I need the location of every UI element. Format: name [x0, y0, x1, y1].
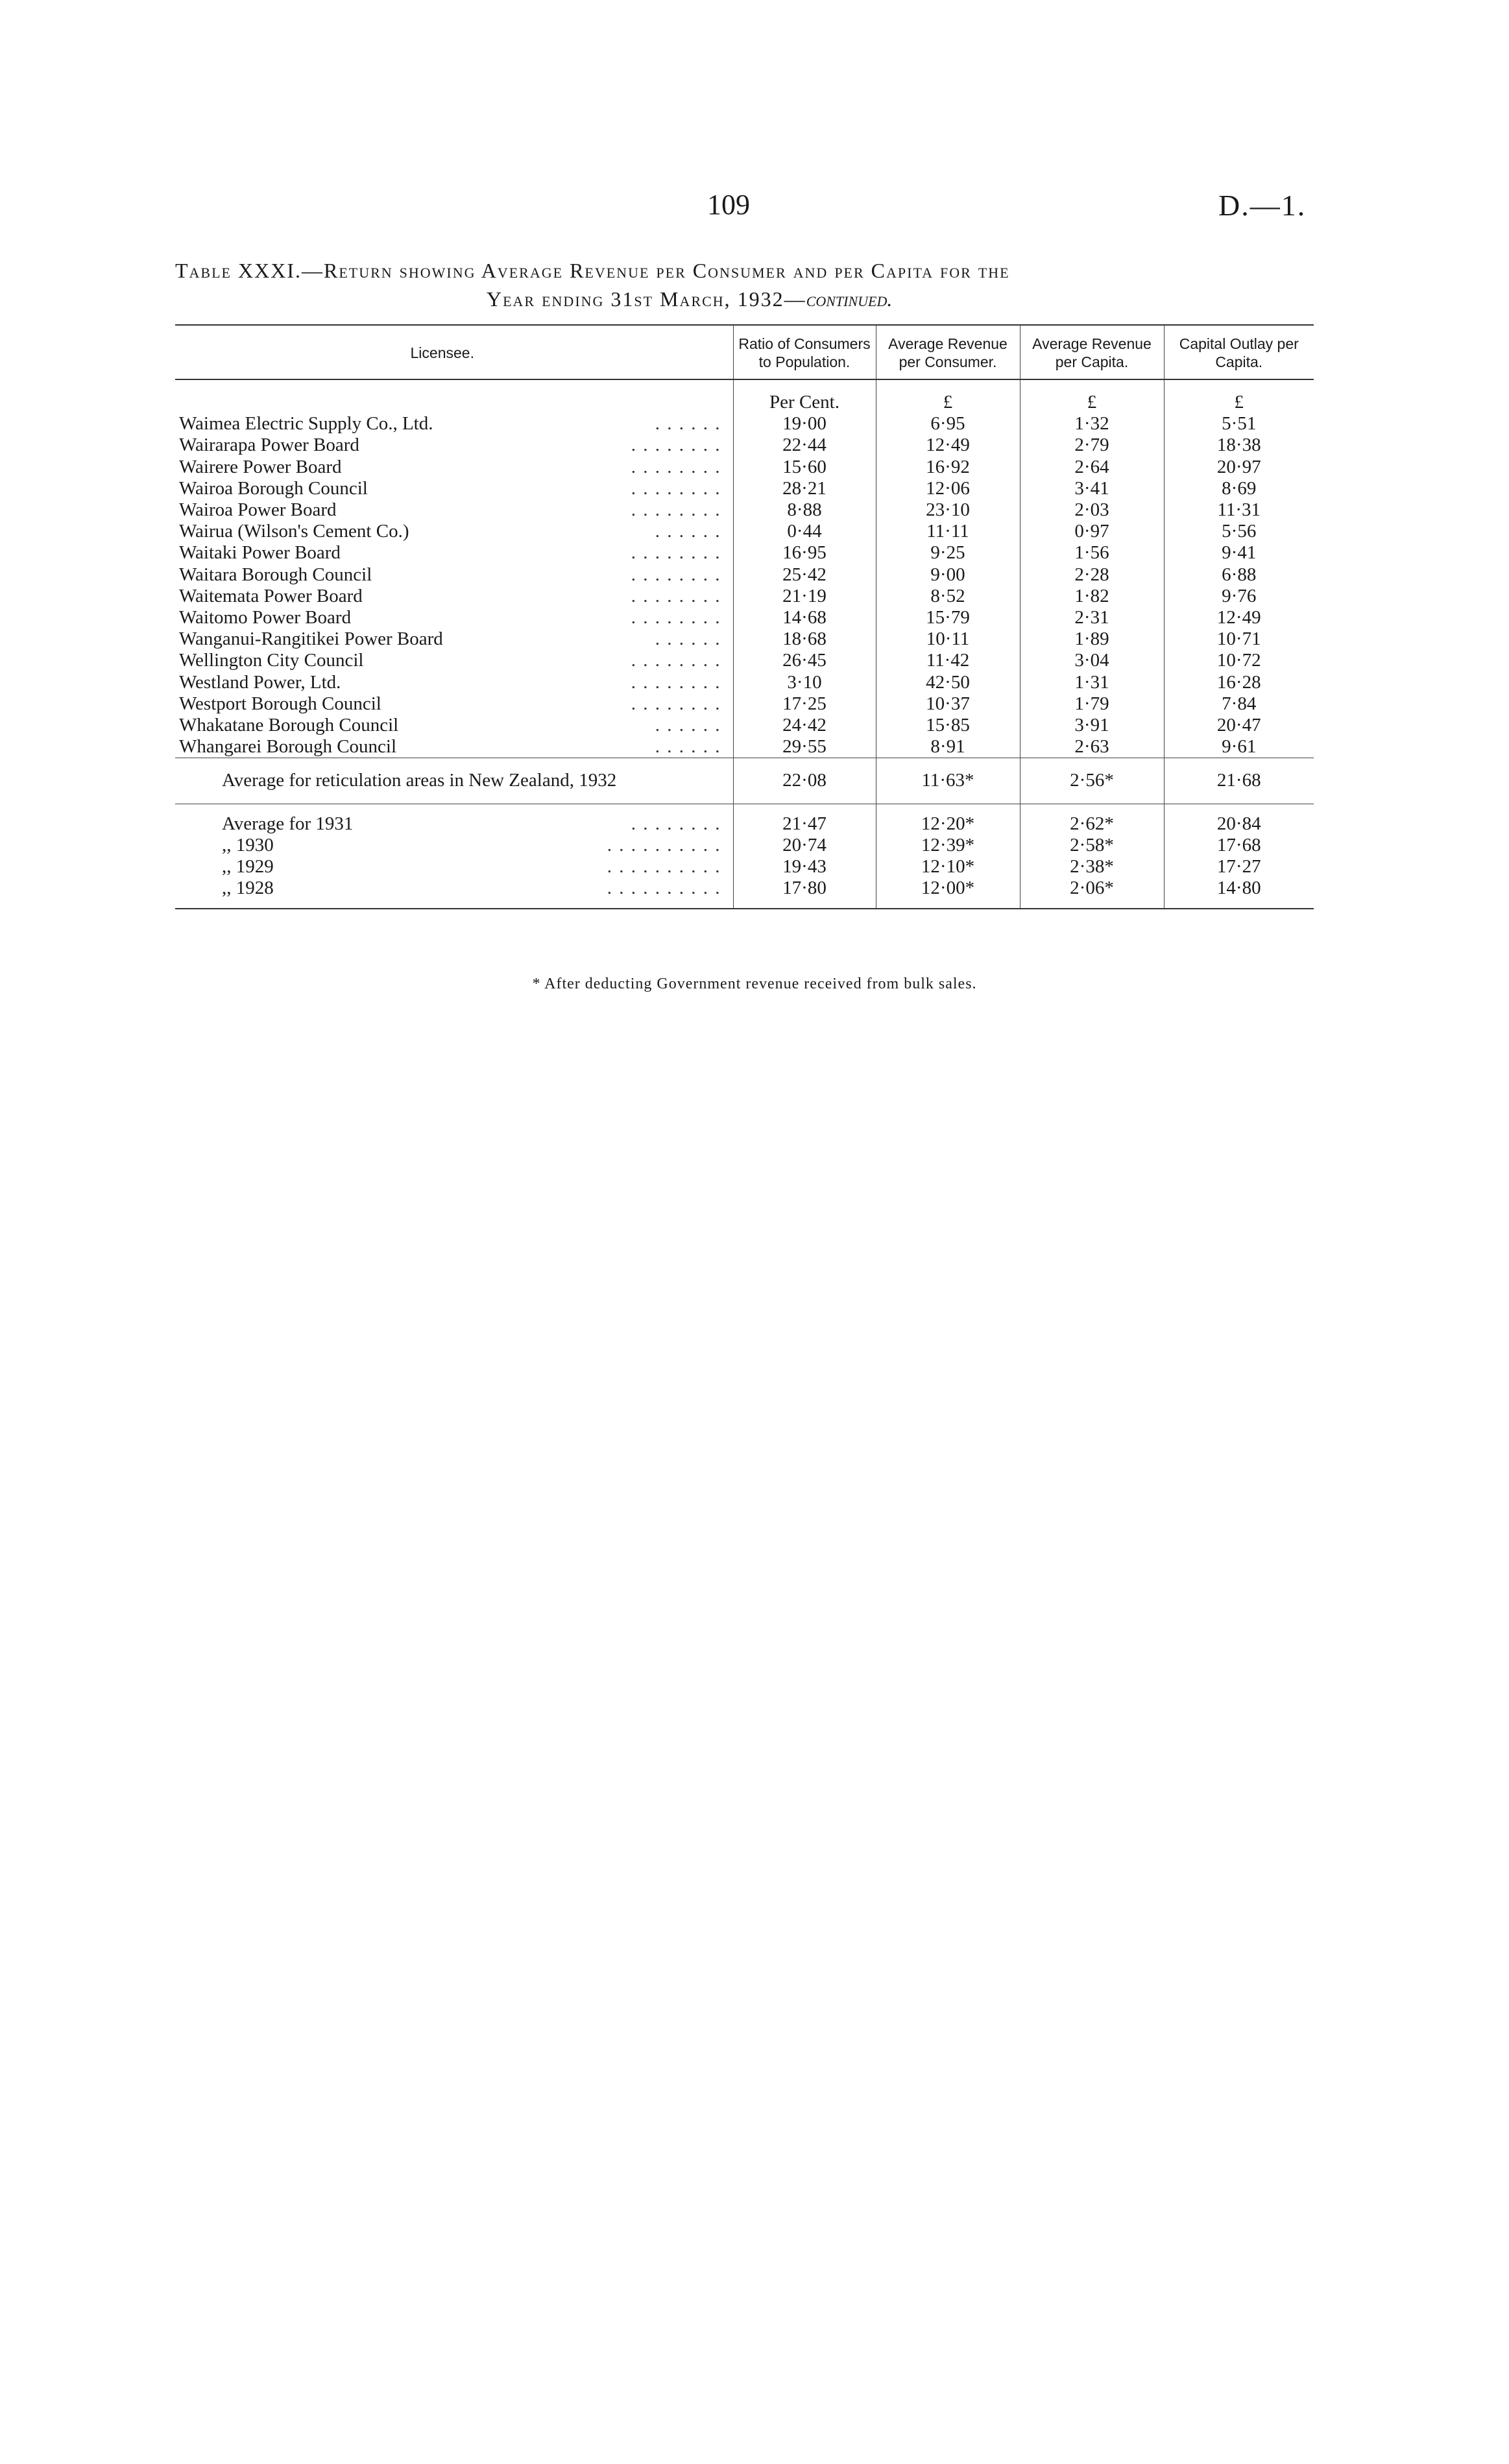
ratio-cell: 20·74	[733, 835, 876, 856]
row-label: Average for reticulation areas in New Zealand, 1932	[222, 770, 617, 791]
unit-ratio: Per Cent.	[733, 379, 876, 413]
title-line-2-text: Year ending 31st March, 1932—	[487, 287, 806, 311]
table-row	[175, 693, 1314, 715]
outlay-cell: 21·68	[1164, 758, 1314, 804]
licensee-cell	[175, 521, 733, 542]
rev-consumer-cell: 23·10	[876, 499, 1020, 521]
row-label: Westland Power, Ltd.	[179, 671, 341, 693]
ratio-cell: 16·95	[733, 542, 876, 564]
table-row	[175, 413, 1314, 435]
licensee-cell	[175, 693, 733, 715]
ratio-cell: 0·44	[733, 521, 876, 542]
table-row	[175, 804, 1314, 835]
row-label: Westport Borough Council	[179, 693, 381, 714]
rev-consumer-cell: 11·63*	[876, 758, 1020, 804]
licensee-cell	[175, 586, 733, 607]
ratio-cell: 19·43	[733, 856, 876, 878]
table-row	[175, 586, 1314, 607]
table-row	[175, 521, 1314, 542]
table-row	[175, 672, 1314, 693]
licensee-cell	[175, 607, 733, 628]
header-revenue-per-capita: Average Revenue per Capita.	[1020, 325, 1164, 379]
leader-dots: . . . . . . . .	[631, 607, 721, 628]
ratio-cell: 22·08	[733, 758, 876, 804]
licensee-cell	[175, 804, 733, 835]
outlay-cell: 16·28	[1164, 672, 1314, 693]
rev-consumer-cell: 6·95	[876, 413, 1020, 435]
rev-capita-cell: 2·06*	[1020, 878, 1164, 909]
licensee-cell	[175, 715, 733, 736]
table-row	[175, 715, 1314, 736]
leader-dots: . . . . . . . .	[631, 650, 721, 671]
table-row	[175, 542, 1314, 564]
unit-rev-capita: £	[1020, 379, 1164, 413]
rev-consumer-cell: 10·37	[876, 693, 1020, 715]
rev-capita-cell: 2·64	[1020, 457, 1164, 478]
rev-capita-cell: 1·79	[1020, 693, 1164, 715]
licensee-cell	[175, 478, 733, 499]
table-row	[175, 856, 1314, 878]
rev-consumer-cell: 12·10*	[876, 856, 1020, 878]
ratio-cell: 17·25	[733, 693, 876, 715]
outlay-cell: 17·68	[1164, 835, 1314, 856]
table-header-row	[175, 325, 1314, 379]
leader-dots: . . . . . . . .	[631, 693, 721, 714]
ratio-cell: 19·00	[733, 413, 876, 435]
rev-capita-cell: 2·62*	[1020, 804, 1164, 835]
ratio-cell: 24·42	[733, 715, 876, 736]
licensee-cell	[175, 856, 733, 878]
rev-consumer-cell: 12·39*	[876, 835, 1020, 856]
rev-capita-cell: 1·89	[1020, 628, 1164, 650]
row-label: Wanganui-Rangitikei Power Board	[179, 628, 443, 650]
outlay-cell: 10·71	[1164, 628, 1314, 650]
rev-capita-cell: 2·03	[1020, 499, 1164, 521]
table-row	[175, 758, 1314, 804]
rev-consumer-cell: 12·20*	[876, 804, 1020, 835]
licensee-cell	[175, 878, 733, 909]
row-label: ,, 1929	[222, 856, 274, 878]
outlay-cell: 17·27	[1164, 856, 1314, 878]
licensee-cell	[175, 672, 733, 693]
rev-capita-cell: 1·31	[1020, 672, 1164, 693]
row-label: Waimea Electric Supply Co., Ltd.	[179, 413, 433, 435]
rev-consumer-cell: 42·50	[876, 672, 1020, 693]
leader-dots: . . . . . . . . . .	[607, 834, 721, 855]
ratio-cell: 17·80	[733, 878, 876, 909]
rev-capita-cell: 2·58*	[1020, 835, 1164, 856]
licensee-cell	[175, 628, 733, 650]
ratio-cell: 22·44	[733, 435, 876, 456]
outlay-cell: 5·51	[1164, 413, 1314, 435]
leader-dots: . . . . . .	[655, 715, 721, 736]
row-label: Wairoa Power Board	[179, 499, 337, 521]
row-label: Wairoa Borough Council	[179, 477, 368, 499]
leader-dots: . . . . . . . . . .	[607, 878, 721, 899]
row-label: Waitara Borough Council	[179, 564, 372, 585]
table-row	[175, 628, 1314, 650]
rev-consumer-cell: 11·42	[876, 650, 1020, 671]
licensee-cell	[175, 835, 733, 856]
ratio-cell: 3·10	[733, 672, 876, 693]
outlay-cell: 20·97	[1164, 457, 1314, 478]
leader-dots: . . . . . .	[655, 628, 721, 650]
page-number: 109	[707, 189, 750, 221]
outlay-cell: 9·61	[1164, 736, 1314, 758]
ratio-cell: 8·88	[733, 499, 876, 521]
table-title	[175, 256, 1310, 313]
licensee-cell	[175, 413, 733, 435]
row-label: Whakatane Borough Council	[179, 715, 399, 736]
outlay-cell: 20·47	[1164, 715, 1314, 736]
row-label: Wairere Power Board	[179, 456, 342, 477]
row-label: Waitomo Power Board	[179, 607, 352, 628]
unit-outlay: £	[1164, 379, 1314, 413]
header-licensee: Licensee.	[175, 325, 733, 379]
rev-consumer-cell: 9·00	[876, 564, 1020, 586]
outlay-cell: 7·84	[1164, 693, 1314, 715]
table-row	[175, 564, 1314, 586]
rev-consumer-cell: 8·52	[876, 586, 1020, 607]
leader-dots: . . . . . .	[655, 413, 721, 435]
licensee-cell	[175, 457, 733, 478]
table-row	[175, 435, 1314, 456]
header-capital-outlay: Capital Outlay per Capita.	[1164, 325, 1314, 379]
outlay-cell: 5·56	[1164, 521, 1314, 542]
outlay-cell: 10·72	[1164, 650, 1314, 671]
licensee-cell	[175, 435, 733, 456]
outlay-cell: 12·49	[1164, 607, 1314, 628]
row-label: Average for 1931	[222, 813, 354, 834]
unit-rev-consumer: £	[876, 379, 1020, 413]
rev-consumer-cell: 15·85	[876, 715, 1020, 736]
leader-dots: . . . . . . . .	[631, 477, 721, 499]
table-row	[175, 499, 1314, 521]
ratio-cell: 25·42	[733, 564, 876, 586]
rev-consumer-cell: 9·25	[876, 542, 1020, 564]
table-row	[175, 736, 1314, 758]
rev-capita-cell: 3·41	[1020, 478, 1164, 499]
rev-consumer-cell: 8·91	[876, 736, 1020, 758]
rev-consumer-cell: 12·00*	[876, 878, 1020, 909]
rev-consumer-cell: 12·06	[876, 478, 1020, 499]
rev-capita-cell: 1·82	[1020, 586, 1164, 607]
table-row	[175, 835, 1314, 856]
rev-capita-cell: 0·97	[1020, 521, 1164, 542]
rev-capita-cell: 2·79	[1020, 435, 1164, 456]
header-ratio: Ratio of Consumers to Population.	[733, 325, 876, 379]
ratio-cell: 21·47	[733, 804, 876, 835]
licensee-cell	[175, 758, 733, 804]
revenue-table	[175, 324, 1314, 909]
leader-dots: . . . . . . . .	[631, 813, 721, 834]
row-label: Wairarapa Power Board	[179, 435, 359, 456]
outlay-cell: 9·76	[1164, 586, 1314, 607]
leader-dots: . . . . . . . .	[631, 499, 721, 521]
rev-capita-cell: 2·63	[1020, 736, 1164, 758]
rev-capita-cell: 2·38*	[1020, 856, 1164, 878]
ratio-cell: 29·55	[733, 736, 876, 758]
ratio-cell: 18·68	[733, 628, 876, 650]
table-row	[175, 457, 1314, 478]
footnote: * After deducting Government revenue received from bulk sales.	[532, 975, 977, 992]
units-row	[175, 379, 1314, 413]
title-continued: continued.	[806, 287, 893, 311]
rev-capita-cell: 2·56*	[1020, 758, 1164, 804]
outlay-cell: 9·41	[1164, 542, 1314, 564]
ratio-cell: 28·21	[733, 478, 876, 499]
ratio-cell: 15·60	[733, 457, 876, 478]
leader-dots: . . . . . . . .	[631, 542, 721, 564]
table-row	[175, 607, 1314, 628]
leader-dots: . . . . . .	[655, 521, 721, 542]
row-label: ,, 1928	[222, 878, 274, 899]
header-revenue-per-consumer: Average Revenue per Consumer.	[876, 325, 1020, 379]
licensee-cell	[175, 542, 733, 564]
rev-consumer-cell: 16·92	[876, 457, 1020, 478]
leader-dots: . . . . . . . .	[631, 435, 721, 456]
ratio-cell: 26·45	[733, 650, 876, 671]
rev-capita-cell: 3·04	[1020, 650, 1164, 671]
outlay-cell: 6·88	[1164, 564, 1314, 586]
rev-capita-cell: 1·32	[1020, 413, 1164, 435]
row-label: Wairua (Wilson's Cement Co.)	[179, 521, 409, 542]
licensee-cell	[175, 499, 733, 521]
outlay-cell: 8·69	[1164, 478, 1314, 499]
licensee-cell	[175, 736, 733, 758]
row-label: Waitemata Power Board	[179, 585, 363, 606]
outlay-cell: 18·38	[1164, 435, 1314, 456]
table-row	[175, 650, 1314, 671]
ratio-cell: 14·68	[733, 607, 876, 628]
rev-capita-cell: 2·31	[1020, 607, 1164, 628]
licensee-cell	[175, 564, 733, 586]
rev-capita-cell: 1·56	[1020, 542, 1164, 564]
outlay-cell: 14·80	[1164, 878, 1314, 909]
leader-dots: . . . . . .	[655, 736, 721, 758]
rev-consumer-cell: 12·49	[876, 435, 1020, 456]
table-row	[175, 878, 1314, 909]
leader-dots: . . . . . . . .	[631, 456, 721, 477]
ratio-cell: 21·19	[733, 586, 876, 607]
leader-dots: . . . . . . . .	[631, 671, 721, 693]
rev-consumer-cell: 15·79	[876, 607, 1020, 628]
title-line-1: Table XXXI.—Return showing Average Revenue per Consumer and per Capita for the	[175, 259, 1010, 282]
rev-consumer-cell: 10·11	[876, 628, 1020, 650]
document-code: D.—1.	[1218, 189, 1307, 222]
rev-capita-cell: 2·28	[1020, 564, 1164, 586]
outlay-cell: 11·31	[1164, 499, 1314, 521]
row-label: Wellington City Council	[179, 650, 364, 671]
title-line-2	[175, 285, 1310, 313]
leader-dots: . . . . . . . .	[631, 564, 721, 585]
outlay-cell: 20·84	[1164, 804, 1314, 835]
row-label: Waitaki Power Board	[179, 542, 341, 564]
table-row	[175, 478, 1314, 499]
leader-dots: . . . . . . . . . .	[607, 856, 721, 878]
rev-consumer-cell: 11·11	[876, 521, 1020, 542]
leader-dots: . . . . . . . .	[631, 585, 721, 606]
licensee-cell	[175, 650, 733, 671]
row-label: Whangarei Borough Council	[179, 736, 397, 758]
rev-capita-cell: 3·91	[1020, 715, 1164, 736]
row-label: ,, 1930	[222, 834, 274, 855]
